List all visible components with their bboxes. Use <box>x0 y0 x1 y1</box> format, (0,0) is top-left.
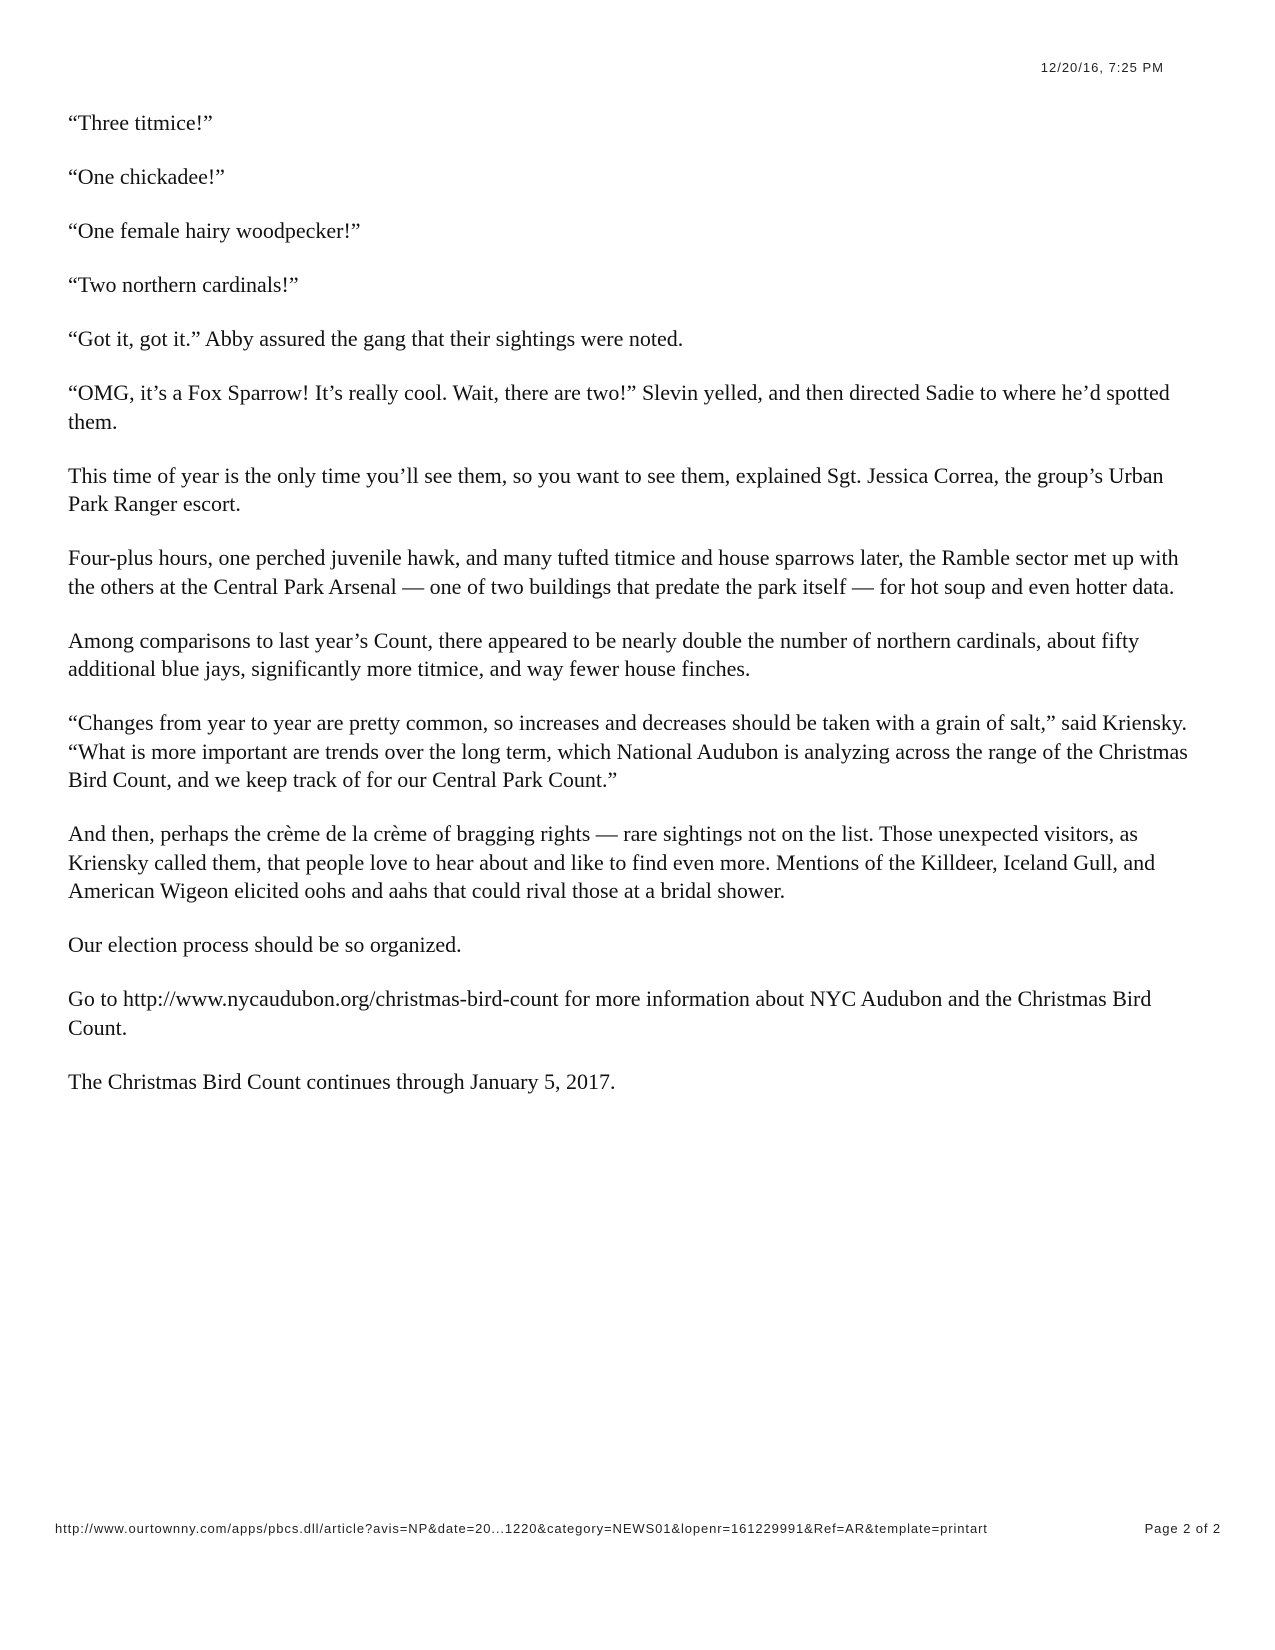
article-paragraph: Four-plus hours, one perched juvenile hawk, and many tufted titmice and house sparrows later, the Ramble sector met up with the others at the Central Park Arsenal — one of two buildings that predate the park itself — for hot soup and even hotter data. <box>68 545 1179 599</box>
article-paragraph: “Changes from year to year are pretty common, so increases and decreases should be taken with a grain of salt,” said Kriensky. “What is more important are trends over the long term, which National Audubon is analyzing across the range of the Christmas Bird Count, and we keep track of for our Central Park Count.” <box>68 710 1188 792</box>
article-paragraph: “Two northern cardinals!” <box>68 272 299 297</box>
article-paragraph: Our election process should be so organized. <box>68 932 462 957</box>
article-paragraph: This time of year is the only time you’ll see them, so you want to see them, explained Sgt. Jessica Correa, the group’s Urban Park Ranger escort. <box>68 462 1164 516</box>
article-paragraph: And then, perhaps the crème de la crème of bragging rights — rare sightings not on the list. Those unexpected visitors, as Kriensky called them, that people love to hear about and like to find even more. Mentions of the Killdeer, Iceland Gull, and American Wigeon elicited oohs and aahs that could rival those at a bridal shower. <box>68 821 1156 903</box>
article-paragraph: “Three titmice!” <box>68 110 213 135</box>
page-number: Page 2 of 2 <box>1144 1521 1221 1536</box>
print-timestamp: 12/20/16, 7:25 PM <box>1040 60 1164 75</box>
article-paragraph: “One female hairy woodpecker!” <box>68 218 361 243</box>
source-url: http://www.ourtownny.com/apps/pbcs.dll/article?avis=NP&date=20...1220&category=NEWS01&lopenr=161229991&Ref=AR&template=printart <box>55 1521 988 1536</box>
article-paragraph: Among comparisons to last year’s Count, there appeared to be nearly double the number of northern cardinals, about fifty additional blue jays, significantly more titmice, and way fewer house finches. <box>68 627 1140 681</box>
article-paragraph: The Christmas Bird Count continues through January 5, 2017. <box>68 1068 616 1094</box>
article-body <box>68 109 1208 1122</box>
article-paragraph: “Got it, got it.” Abby assured the gang that their sightings were noted. <box>68 326 684 351</box>
article-paragraph: “OMG, it’s a Fox Sparrow! It’s really cool. Wait, there are two!” Slevin yelled, and then directed Sadie to where he’d spotted them. <box>68 380 1170 434</box>
article-paragraph: Go to http://www.nycaudubon.org/christmas-bird-count for more information about NYC Audubon and the Christmas Bird Count. <box>68 986 1152 1040</box>
article-paragraph: “One chickadee!” <box>68 164 225 189</box>
